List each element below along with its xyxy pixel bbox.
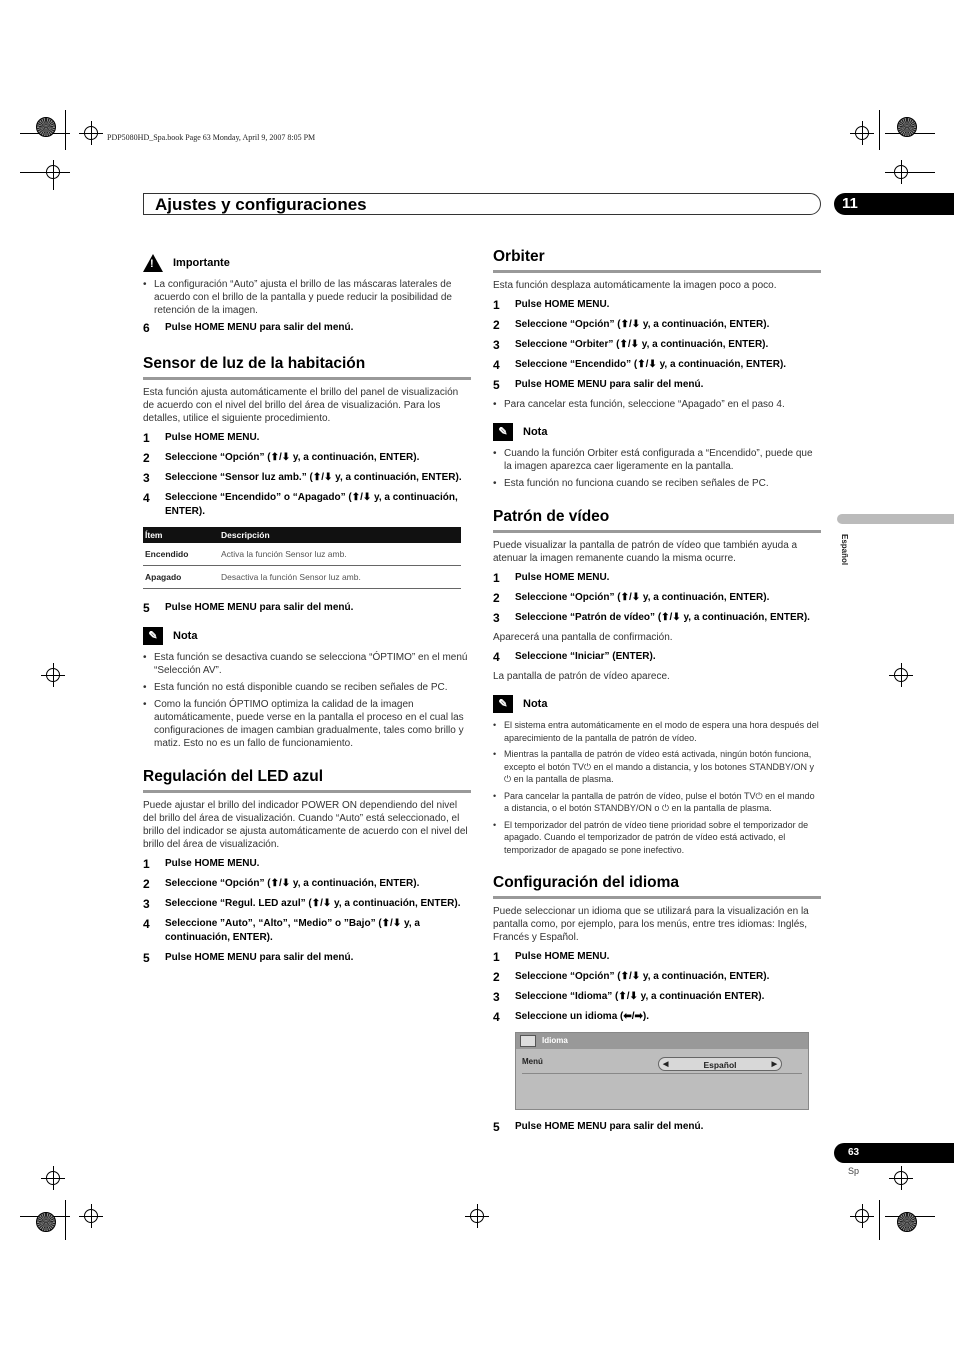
list-item: • El sistema entra automáticamente en el modo de espera una hora después del aparecimiento de la pantalla de patrón de vídeo. [493, 720, 819, 743]
paragraph: Aparecerá una pantalla de confirmación. [493, 632, 673, 643]
step: 2 Seleccione “Opción” (⬆/⬇ y, a continuación, ENTER). [493, 970, 770, 984]
registration-mark-icon [46, 668, 60, 682]
table-header: Descripción [219, 527, 461, 543]
step: 3 Seleccione “Idioma” (⬆/⬇ y, a continuación ENTER). [493, 990, 765, 1004]
step: 1 Pulse HOME MENU. [143, 857, 260, 871]
list-item: • Cuando la función Orbiter está configurada a “Encendido”, puede que la imagen aparezca caer ligeramente en la pantalla. [493, 448, 813, 472]
registration-rosette-icon [897, 117, 917, 137]
side-tab [837, 514, 954, 524]
section-heading: Regulación del LED azul [143, 768, 471, 793]
file-info: PDP5080HD_Spa.book Page 63 Monday, April 9, 2007 8:05 PM [107, 133, 316, 142]
step: 2 Seleccione “Opción” (⬆/⬇ y, a continuación, ENTER). [143, 451, 420, 465]
left-arrow-icon[interactable]: ◀ [663, 1061, 669, 1068]
table-header: Ítem [143, 527, 219, 543]
step: 4 Seleccione “Iniciar” (ENTER). [493, 650, 656, 664]
step: 4 Seleccione “Encendido” o “Apagado” (⬆/⬇ y, a continuación, ENTER). [143, 491, 458, 517]
paragraph: Esta función ajusta automáticamente el brillo del panel de visualización de acuerdo con el nivel del brillo del área de visualización. Para los detalles, utilice el siguiente procedimiento. [143, 387, 459, 424]
chapter-number: 11 [834, 193, 954, 215]
step: 3 Seleccione “Patrón de vídeo” (⬆/⬇ y, a continuación, ENTER). [493, 611, 810, 625]
step: 2 Seleccione “Opción” (⬆/⬇ y, a continuación, ENTER). [493, 318, 770, 332]
osd-header: Idioma [516, 1033, 808, 1049]
note-pencil-icon: ✎ [143, 627, 163, 645]
crop-mark [879, 1200, 880, 1240]
paragraph: Puede visualizar la pantalla de patrón de vídeo que también ayuda a atenuar la imagen remanente cuando la misma ocurre. [493, 540, 798, 564]
paragraph: Puede seleccionar un idioma que se utilizará para la visualización en la pantalla como, por ejemplo, para los menús, entre tres idiomas: Inglés, Francés y Español. [493, 906, 809, 943]
important-heading: ! Importante [143, 254, 471, 272]
paragraph: Puede ajustar el brillo del indicador POWER ON dependiendo del nivel del brillo del área de visualización. Cuando “Auto” está seleccionado, el brillo del indicador se ajusta automáticamente de acuerdo con el nivel del brillo del área de visualización. [143, 800, 468, 850]
paragraph: La pantalla de patrón de vídeo aparece. [493, 671, 670, 682]
table-row: Encendido Activa la función Sensor luz amb. [143, 543, 461, 566]
step: 2 Seleccione “Opción” (⬆/⬇ y, a continuación, ENTER). [493, 591, 770, 605]
registration-mark-icon [84, 1209, 98, 1223]
warning-icon: ! [143, 254, 163, 272]
list-item: • Esta función no está disponible cuando se reciben señales de PC. [143, 682, 448, 693]
list-item: • Mientras la pantalla de patrón de vídeo está activada, ningún botón funciona, excepto el botón TV⏻ en el mando a distancia, y los botones STANDBY/ON y ⏻ en la pantalla de plasma. [493, 749, 814, 784]
list-item: • La configuración “Auto” ajusta el brillo de las máscaras laterales de acuerdo con el brillo de la pantalla y puede reducir la posibilidad de retención de la imagen. [143, 279, 452, 316]
registration-mark-icon [84, 126, 98, 140]
side-tab-label: Español [840, 534, 849, 566]
crop-mark [65, 1200, 66, 1240]
list-item: • Esta función no funciona cuando se reciben señales de PC. [493, 478, 769, 489]
list-item: • Esta función se desactiva cuando se selecciona “ÓPTIMO” en el menú “Selección AV”. [143, 652, 468, 676]
step: 4 Seleccione un idioma (⬅/➡). [493, 1010, 650, 1024]
registration-mark-icon [855, 126, 869, 140]
step: 5 Pulse HOME MENU para salir del menú. [143, 601, 354, 615]
section-heading: Orbiter [493, 248, 821, 273]
paragraph: Esta función desplaza automáticamente la imagen poco a poco. [493, 280, 777, 291]
registration-mark-icon [894, 668, 908, 682]
note-heading: ✎ Nota [493, 695, 821, 713]
step: 1 Pulse HOME MENU. [493, 298, 610, 312]
step: 3 Seleccione “Regul. LED azul” (⬆/⬇ y, a continuación, ENTER). [143, 897, 461, 911]
step: 6 Pulse HOME MENU para salir del menú. [143, 321, 354, 335]
section-heading: Patrón de vídeo [493, 508, 821, 533]
step: 1 Pulse HOME MENU. [143, 431, 260, 445]
registration-rosette-icon [897, 1212, 917, 1232]
left-column [143, 254, 471, 971]
step: 1 Pulse HOME MENU. [493, 571, 610, 585]
step: 5 Pulse HOME MENU para salir del menú. [143, 951, 354, 965]
note-heading: ✎ Nota [143, 627, 471, 645]
divider [522, 1073, 802, 1074]
osd-menu-label: Menú [522, 1057, 543, 1066]
language-selector[interactable] [658, 1057, 782, 1071]
step: 2 Seleccione “Opción” (⬆/⬇ y, a continuación, ENTER). [143, 877, 420, 891]
section-heading: Configuración del idioma [493, 874, 821, 899]
list-item: • Como la función ÓPTIMO optimiza la calidad de la imagen automáticamente, puede verse en la pantalla el proceso en el cual las configuraciones de imagen cambian gradualmente, tales como brillo y matiz. Esto no es un fallo de funcionamiento. [143, 699, 464, 749]
crop-mark [879, 110, 880, 150]
crop-mark [65, 110, 66, 150]
chapter-title: Ajustes y configuraciones [155, 195, 367, 214]
registration-rosette-icon [36, 117, 56, 137]
list-item: • El temporizador del patrón de vídeo tiene prioridad sobre el temporizador de apagado. Cuando el temporizador de patrón de vídeo está activado, el temporizador de apagado se pone inefectivo. [493, 819, 809, 855]
language-value: Español [703, 1060, 737, 1070]
registration-mark-icon [46, 1171, 60, 1185]
note-pencil-icon: ✎ [493, 695, 513, 713]
osd-menu-row [522, 1057, 802, 1071]
registration-rosette-icon [36, 1212, 56, 1232]
registration-mark-icon [894, 165, 908, 179]
page-language: Sp [848, 1166, 860, 1176]
page-number: 63 [834, 1143, 954, 1163]
note-pencil-icon: ✎ [493, 423, 513, 441]
menu-screen-icon [520, 1035, 536, 1047]
section-heading: Sensor de luz de la habitación [143, 355, 471, 380]
step: 4 Seleccione ”Auto”, “Alto”, “Medio” o ”Bajo” (⬆/⬇ y, a continuación, ENTER). [143, 917, 420, 943]
step: 1 Pulse HOME MENU. [493, 950, 610, 964]
registration-mark-icon [46, 165, 60, 179]
step: 4 Seleccione “Encendido” (⬆/⬇ y, a continuación, ENTER). [493, 358, 787, 372]
right-arrow-icon[interactable]: ▶ [771, 1061, 777, 1068]
step: 3 Seleccione “Orbiter” (⬆/⬇ y, a continuación, ENTER). [493, 338, 769, 352]
osd-language-screen [515, 1032, 809, 1110]
registration-mark-icon [855, 1209, 869, 1223]
note-heading: ✎ Nota [493, 423, 821, 441]
right-column [493, 248, 821, 1140]
step: 3 Seleccione “Sensor luz amb.” (⬆/⬇ y, a continuación, ENTER). [143, 471, 462, 485]
list-item: • Para cancelar esta función, seleccione “Apagado” en el paso 4. [493, 399, 785, 410]
list-item: • Para cancelar la pantalla de patrón de vídeo, pulse el botón TV⏻ en el mando a distancia, o el botón STANDBY/ON o ⏻ en la pantalla de plasma. [493, 790, 815, 813]
table-row: Apagado Desactiva la función Sensor luz amb. [143, 566, 461, 589]
item-table [143, 527, 461, 589]
registration-mark-icon [894, 1171, 908, 1185]
step: 5 Pulse HOME MENU para salir del menú. [493, 1120, 704, 1134]
step: 5 Pulse HOME MENU para salir del menú. [493, 378, 704, 392]
registration-mark-icon [470, 1209, 484, 1223]
